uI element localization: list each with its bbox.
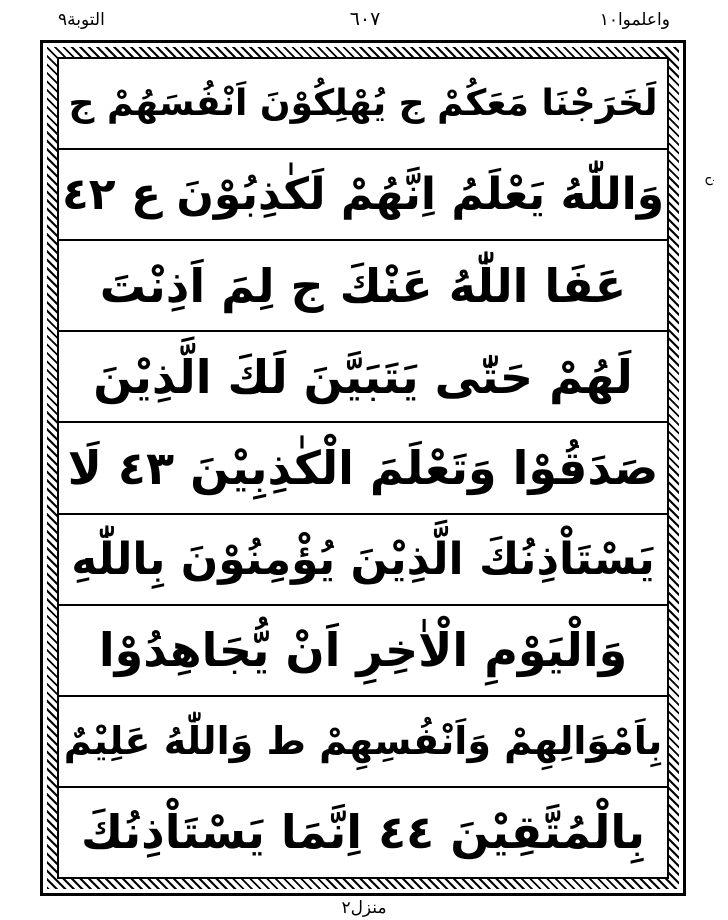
verse-line: وَالْيَوْمِ الْاٰخِرِ اَنْ يُّجَاهِدُوْا bbox=[59, 606, 667, 697]
surah-name: التوبة٩ bbox=[58, 10, 105, 30]
text-area bbox=[57, 57, 669, 879]
side-mark: ن bbox=[704, 176, 720, 187]
verse-line: بِالْمُتَّقِيْنَ ٤٤ اِنَّمَا يَسْتَاْذِنُكَ bbox=[81, 805, 645, 860]
verse-line: لَخَرَجْنَا مَعَكُمْ ج يُهْلِكُوْنَ اَنْفُسَهُمْ ج bbox=[59, 59, 667, 150]
verse-line: لَهُمْ حَتّٰى يَتَبَيَّنَ لَكَ الَّذِيْنَ bbox=[59, 332, 667, 423]
para-name: واعلموا١٠ bbox=[599, 10, 670, 30]
verse-line: يَسْتَاْذِنُكَ الَّذِيْنَ يُؤْمِنُوْنَ بِاللّٰهِ bbox=[59, 515, 667, 606]
verse-lines bbox=[59, 59, 667, 877]
page-header bbox=[0, 4, 728, 34]
page-number: ٦٠٧ bbox=[349, 8, 381, 30]
page-frame bbox=[40, 40, 686, 896]
verse-line: وَاللّٰهُ يَعْلَمُ اِنَّهُمْ لَكٰذِبُوْنَ ع ٤٢ bbox=[59, 150, 667, 241]
verse-line: بِاَمْوَالِهِمْ وَاَنْفُسِهِمْ ط وَاللّٰهُ عَلِيْمٌ bbox=[59, 697, 667, 788]
manzil-footer: منزل٢ bbox=[341, 898, 387, 918]
verse-line: عَفَا اللّٰهُ عَنْكَ ج لِمَ اَذِنْتَ bbox=[59, 241, 667, 332]
verse-line: صَدَقُوْا وَتَعْلَمَ الْكٰذِبِيْنَ ٤٣ لَا bbox=[59, 423, 667, 514]
